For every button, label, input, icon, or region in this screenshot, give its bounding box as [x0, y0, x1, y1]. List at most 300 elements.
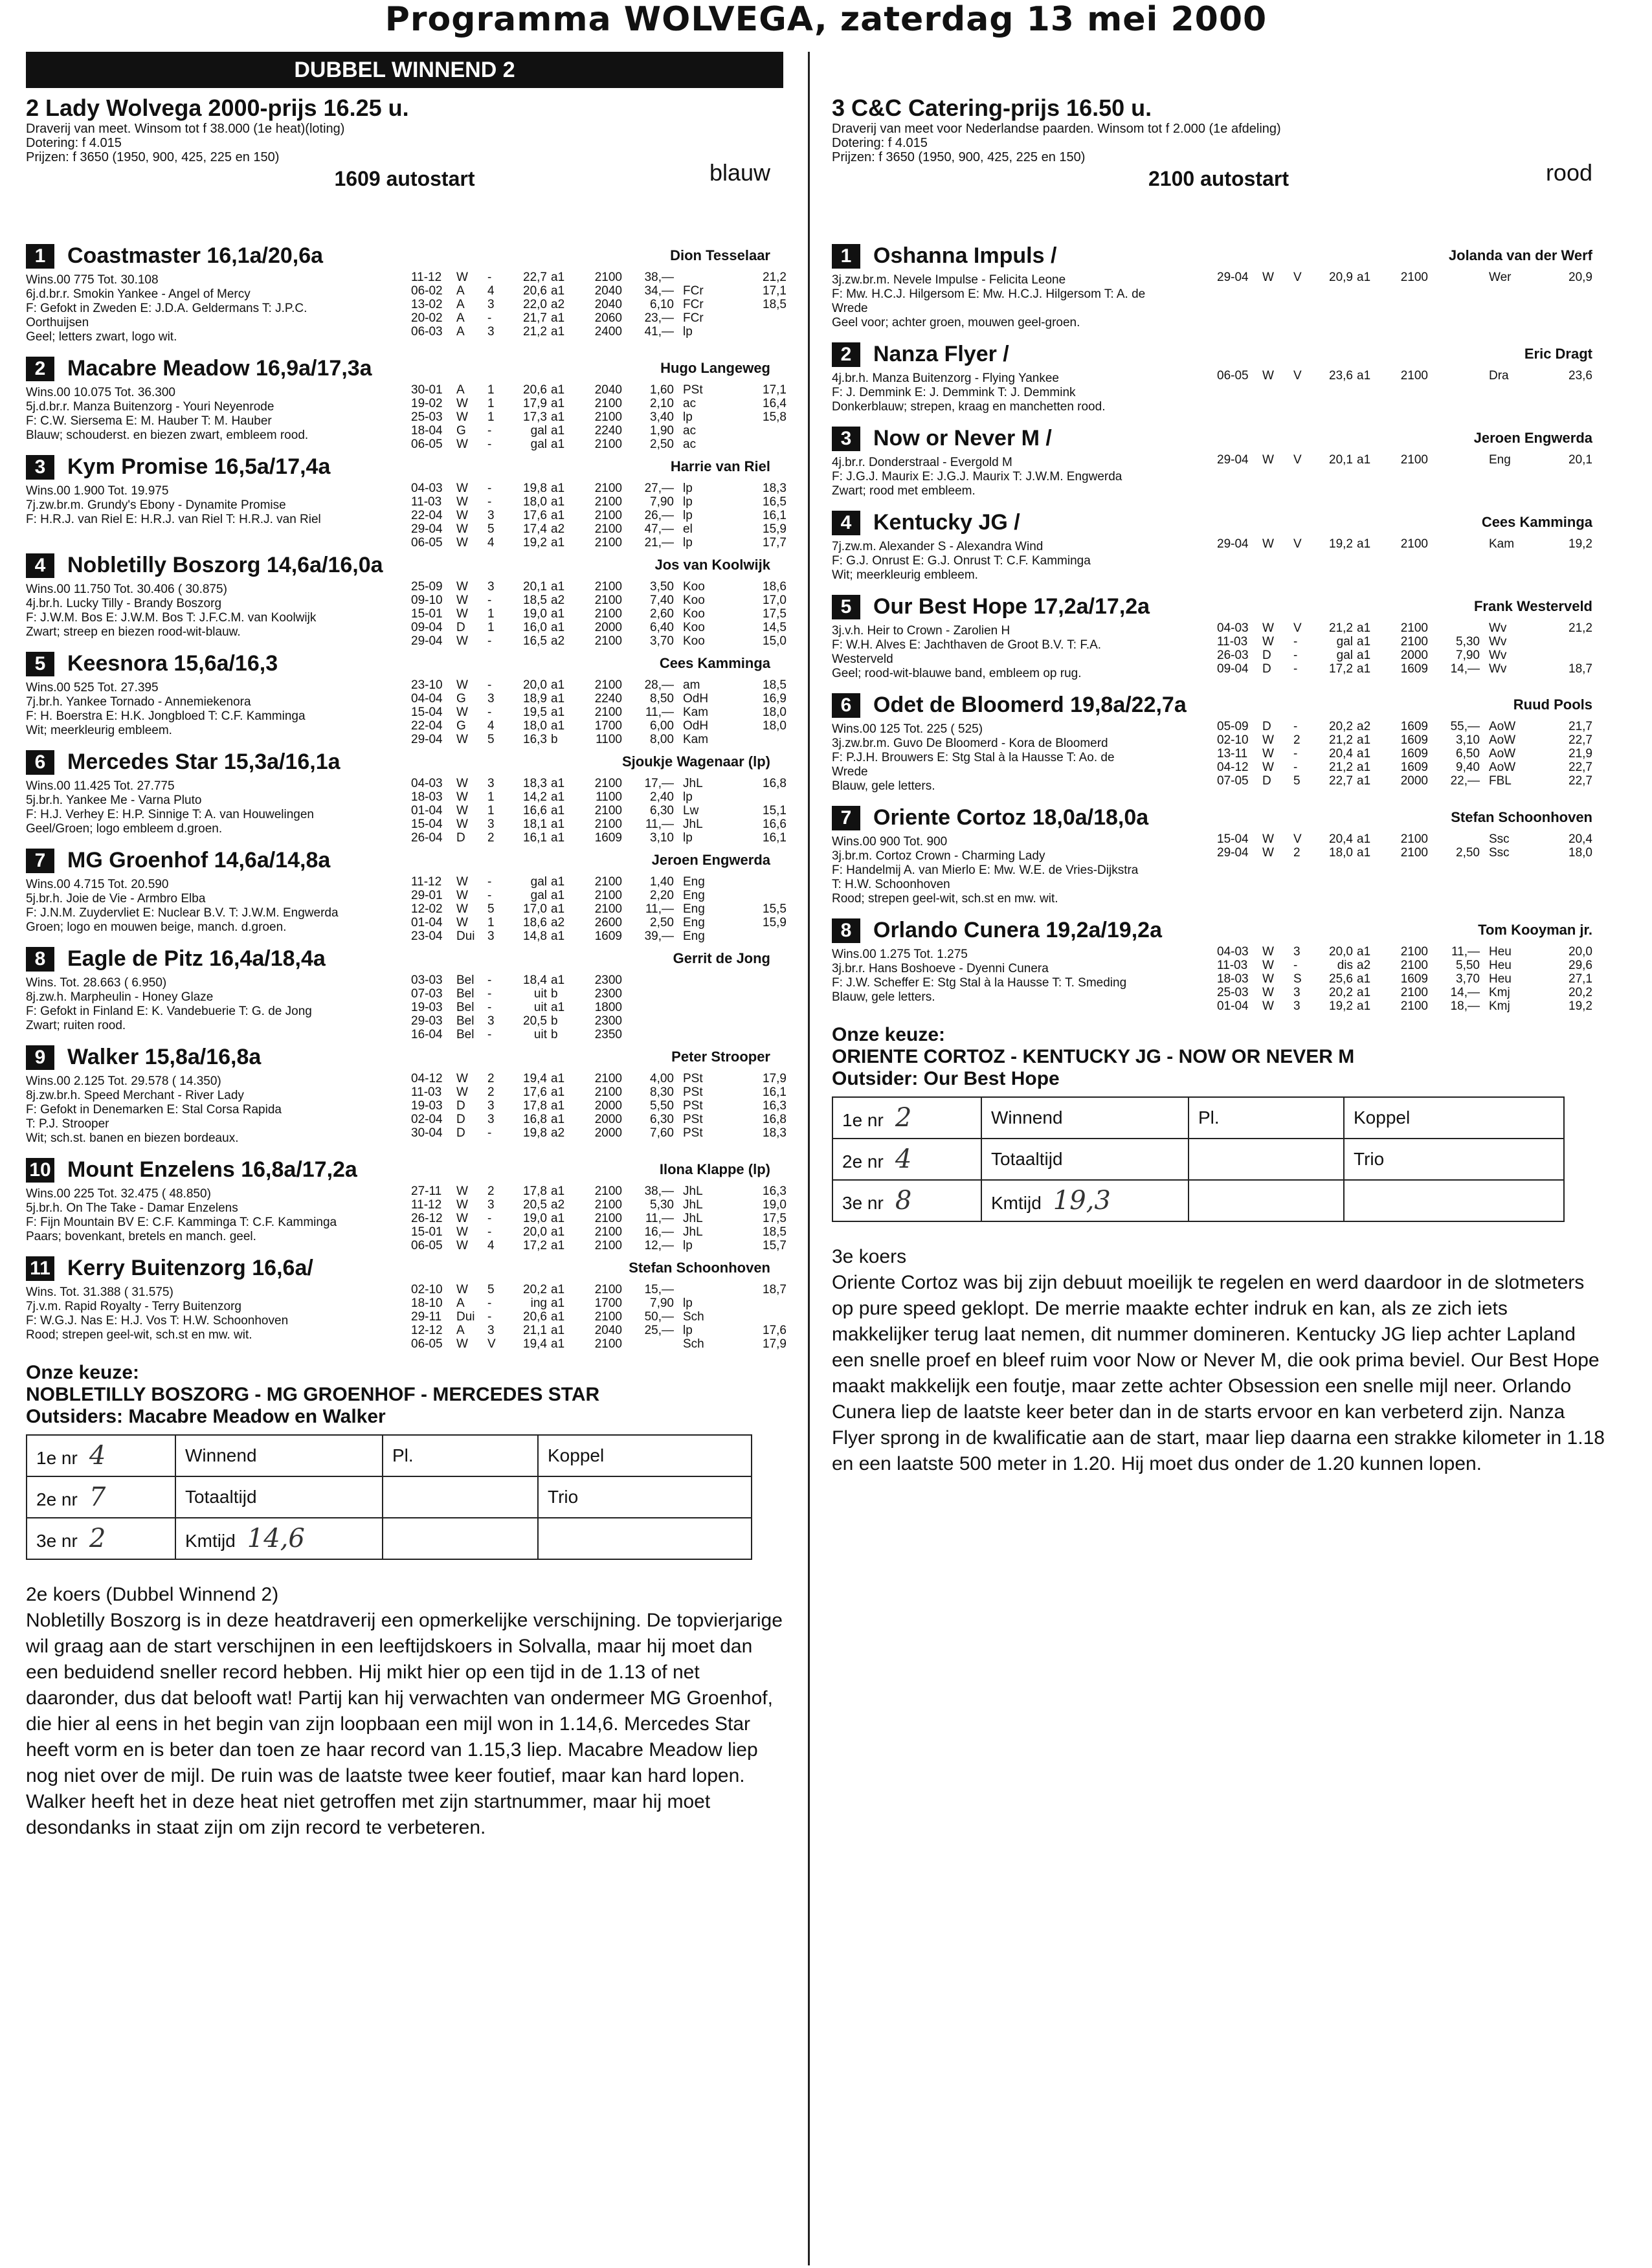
- history-cell: a1: [551, 889, 565, 902]
- history-cell: 2040: [594, 383, 622, 397]
- history-cell: Sch: [683, 1310, 704, 1324]
- history-cell: 3: [1293, 945, 1300, 959]
- history-cell: a1: [551, 1337, 565, 1351]
- history-cell: 5,30: [650, 1198, 674, 1212]
- history-cell: 2100: [594, 1337, 622, 1351]
- history-cell: AoW: [1489, 733, 1516, 747]
- history-cell: 23-10: [411, 678, 443, 692]
- horse-info-line: F: Handelmij A. van Mierlo E: Mw. W.E. de Vries-Dijkstra: [832, 863, 1139, 877]
- history-cell: 20-02: [411, 311, 443, 325]
- history-cell: 20,1: [1329, 453, 1353, 467]
- bet-cell: 1e nr 2: [832, 1097, 981, 1139]
- history-cell: 3: [487, 1113, 495, 1126]
- horse-name: MG Groenhof 14,6a/14,8a: [67, 848, 331, 873]
- race-title: 2 Lady Wolvega 2000-prijs 16.25 u.: [26, 94, 409, 121]
- history-cell: 2400: [594, 325, 622, 339]
- history-cell: D: [456, 831, 465, 845]
- history-cell: 1: [487, 621, 495, 634]
- history-cell: FBL: [1489, 774, 1512, 788]
- horse-info-line: Zwart; ruiten rood.: [26, 1019, 126, 1032]
- history-cell: 18-03: [1217, 972, 1249, 986]
- history-row: [1217, 972, 1592, 986]
- horse-info-line: Rood; strepen geel-wit, sch.st en mw. wit.: [832, 892, 1058, 906]
- history-cell: JhL: [683, 1212, 703, 1225]
- history-cell: 11-03: [1217, 959, 1248, 972]
- history-cell: 2: [487, 1184, 495, 1198]
- history-row: [411, 678, 787, 692]
- history-cell: 2100: [594, 1212, 622, 1225]
- horse-entry: [832, 693, 1605, 794]
- horse-name: Eagle de Pitz 16,4a/18,4a: [67, 946, 326, 971]
- bet-cell: 2e nr 4: [832, 1139, 981, 1180]
- horse-info-line: Wrede: [832, 765, 868, 779]
- history-cell: a1: [551, 482, 565, 495]
- history-cell: W: [1262, 761, 1274, 774]
- history-cell: a1: [551, 311, 565, 325]
- horse-name: Coastmaster 16,1a/20,6a: [67, 243, 324, 268]
- horse-info-line: Paars; bovenkant, bretels en manch. geel.: [26, 1230, 256, 1243]
- history-cell: 17,4: [523, 522, 547, 536]
- driver-name: Stefan Schoonhoven: [629, 1260, 770, 1276]
- history-cell: 1609: [1400, 972, 1428, 986]
- history-cell: 21,7: [523, 311, 547, 325]
- history-cell: -: [487, 1001, 492, 1014]
- horse-info: [832, 835, 1220, 906]
- horse-info-line: 3j.br.m. Cortoz Crown - Charming Lady: [832, 849, 1045, 863]
- history-cell: 05-09: [1217, 720, 1249, 733]
- horse-header: [832, 342, 1605, 372]
- history-cell: 06-05: [411, 1337, 443, 1351]
- history-row: [411, 875, 787, 889]
- history-row: [411, 916, 787, 929]
- history-cell: 4: [487, 719, 495, 733]
- history-cell: 15-04: [411, 706, 443, 719]
- history-cell: W: [456, 916, 468, 929]
- history-cell: 2100: [594, 509, 622, 522]
- history-cell: 01-04: [1217, 999, 1249, 1013]
- history-cell: 20,2: [1329, 720, 1353, 733]
- history-cell: 1,90: [650, 424, 674, 438]
- history-cell: 5: [487, 522, 495, 536]
- bet-cell: Pl.: [383, 1435, 538, 1476]
- history-row: [411, 284, 787, 298]
- history-row: [1217, 662, 1592, 676]
- history-cell: Ssc: [1489, 832, 1510, 846]
- history-cell: 16,8: [763, 1113, 787, 1126]
- horse-body: [26, 580, 787, 648]
- history-cell: W: [1262, 832, 1274, 846]
- history-cell: D: [1262, 774, 1271, 788]
- history-cell: 11,—: [1451, 945, 1480, 959]
- race-start: 1609 autostart: [334, 167, 475, 190]
- history-cell: 3,70: [650, 634, 674, 648]
- history-row: [411, 1014, 787, 1028]
- history-cell: FCr: [683, 311, 704, 325]
- history-cell: a1: [551, 1085, 565, 1099]
- history-cell: Koo: [683, 580, 705, 594]
- history-cell: W: [456, 397, 468, 410]
- start-number: 1: [26, 244, 54, 269]
- history-cell: -: [487, 271, 492, 284]
- history-cell: JhL: [683, 1184, 703, 1198]
- history-cell: W: [1262, 945, 1274, 959]
- horse-info-line: T: H.W. Schoonhoven: [832, 878, 950, 891]
- history-cell: 4: [487, 1239, 495, 1252]
- horse-info-line: F: W.H. Alves E: Jachthaven de Groot B.V. T: F.A.: [832, 638, 1102, 652]
- horse-info-line: 4j.br.h. Lucky Tilly - Brandy Boszorg: [26, 597, 222, 610]
- horse-body: [832, 537, 1605, 583]
- history-cell: 3: [487, 929, 495, 943]
- history-cell: 19,8: [523, 482, 547, 495]
- horse-info-line: F: Gefokt in Zweden E: J.D.A. Geldermans T: J.P.C.: [26, 302, 307, 315]
- history-cell: 8,50: [650, 692, 674, 706]
- horse-info-line: Wins.00 11.425 Tot. 27.775: [26, 779, 175, 793]
- driver-name: Ilona Klappe (lp): [659, 1161, 770, 1177]
- history-cell: 21,—: [644, 536, 674, 550]
- history-cell: ac: [683, 397, 697, 410]
- history-cell: 15,0: [763, 634, 787, 648]
- race-banner: DUBBEL WINNEND 2: [26, 52, 783, 88]
- history-cell: Wv: [1489, 621, 1507, 635]
- horse-info-line: Rood; strepen geel-wit, sch.st en mw. wit.: [26, 1328, 252, 1342]
- start-number: 11: [26, 1256, 54, 1281]
- driver-name: Jos van Koolwijk: [654, 557, 770, 573]
- bet-cell: 3e nr 8: [832, 1180, 981, 1221]
- history-cell: W: [456, 790, 468, 804]
- race-info-line: Dotering: f 4.015: [26, 136, 122, 150]
- horse-info-line: Blauw, gele letters.: [832, 779, 935, 793]
- history-cell: 15,8: [763, 410, 787, 424]
- history-cell: gal: [530, 889, 547, 902]
- history-cell: 1609: [594, 929, 622, 943]
- race-history: [411, 973, 787, 1041]
- history-cell: a1: [551, 831, 565, 845]
- history-cell: 1609: [1400, 733, 1428, 747]
- history-cell: 20,1: [523, 580, 547, 594]
- history-cell: a1: [1357, 761, 1371, 774]
- horse-info: [26, 1285, 414, 1342]
- history-cell: uit: [533, 987, 547, 1001]
- driver-name: Tom Kooyman jr.: [1478, 922, 1592, 938]
- history-cell: -: [487, 678, 492, 692]
- history-cell: 21,2: [1329, 733, 1353, 747]
- driver-name: Eric Dragt: [1524, 346, 1592, 362]
- history-cell: -: [487, 1296, 492, 1310]
- history-cell: 16,5: [763, 495, 787, 509]
- history-cell: 20,9: [1568, 271, 1592, 284]
- history-cell: gal: [530, 438, 547, 451]
- horse-entry: [832, 594, 1605, 681]
- horse-info-line: 3j.br.r. Hans Boshoeve - Dyenni Cunera: [832, 962, 1049, 975]
- history-row: [411, 719, 787, 733]
- history-cell: 3: [487, 777, 495, 790]
- history-cell: 21,2: [1329, 761, 1353, 774]
- race-history: [1217, 832, 1592, 860]
- history-cell: 25,—: [644, 1324, 674, 1337]
- history-cell: W: [456, 438, 468, 451]
- history-cell: 07-03: [411, 987, 443, 1001]
- history-cell: lp: [683, 790, 693, 804]
- history-row: [411, 594, 787, 607]
- history-row: [411, 495, 787, 509]
- history-cell: 16,3: [763, 1099, 787, 1113]
- history-cell: 16,3: [763, 1184, 787, 1198]
- history-row: [411, 1113, 787, 1126]
- horse-info-line: 7j.zw.br.m. Grundy's Ebony - Dynamite Promise: [26, 498, 286, 512]
- history-cell: 2100: [1400, 999, 1428, 1013]
- history-cell: W: [456, 271, 468, 284]
- history-cell: a2: [1357, 720, 1371, 733]
- history-row: [411, 397, 787, 410]
- history-cell: 3: [1293, 999, 1300, 1013]
- history-cell: JhL: [683, 1225, 703, 1239]
- history-cell: 11,—: [645, 706, 674, 719]
- history-cell: Eng: [683, 889, 705, 902]
- history-cell: W: [456, 678, 468, 692]
- history-cell: A: [456, 1296, 465, 1310]
- race-history: [411, 271, 787, 339]
- history-row: [411, 929, 787, 943]
- history-cell: 12,—: [644, 1239, 674, 1252]
- horse-entry: [26, 1256, 787, 1351]
- history-cell: D: [1262, 720, 1271, 733]
- history-cell: 09-10: [411, 594, 443, 607]
- race-history: [411, 678, 787, 746]
- history-cell: V: [1293, 369, 1302, 383]
- history-row: [1217, 846, 1592, 860]
- history-cell: ac: [683, 424, 697, 438]
- start-number: 8: [832, 918, 860, 943]
- horse-info: [26, 583, 414, 639]
- horse-header: [26, 651, 783, 681]
- history-cell: 17,0: [763, 594, 787, 607]
- history-cell: 2300: [594, 1014, 622, 1028]
- history-cell: 18,5: [523, 594, 547, 607]
- history-cell: 29,6: [1568, 959, 1592, 972]
- history-cell: 7,90: [650, 495, 674, 509]
- history-cell: W: [456, 1198, 468, 1212]
- race-start: 2100 autostart: [1148, 167, 1289, 190]
- history-cell: lp: [683, 509, 693, 522]
- history-cell: W: [456, 1184, 468, 1198]
- history-cell: 3,50: [650, 580, 674, 594]
- history-row: [411, 790, 787, 804]
- history-cell: 1609: [1400, 747, 1428, 761]
- history-cell: W: [456, 817, 468, 831]
- history-cell: 16,3: [523, 733, 547, 746]
- horse-info-line: Wins. Tot. 28.663 ( 6.950): [26, 976, 167, 990]
- history-cell: 2100: [594, 594, 622, 607]
- history-cell: Wv: [1489, 649, 1507, 662]
- start-number: 3: [832, 427, 860, 451]
- history-cell: W: [456, 580, 468, 594]
- history-row: [411, 1001, 787, 1014]
- history-cell: 3: [487, 817, 495, 831]
- history-cell: 14,—: [1450, 662, 1480, 676]
- history-cell: 2000: [1400, 774, 1428, 788]
- start-number: 5: [26, 652, 54, 676]
- history-cell: 1: [487, 790, 495, 804]
- history-row: [411, 1085, 787, 1099]
- history-cell: 17,9: [523, 397, 547, 410]
- history-cell: 25,6: [1329, 972, 1353, 986]
- horse-info-line: Blauw; schouderst. en biezen zwart, embleem rood.: [26, 428, 309, 442]
- horse-info-line: F: H.R.J. van Riel E: H.R.J. van Riel T: H.R.J. van Riel: [26, 513, 321, 526]
- history-cell: 02-04: [411, 1113, 443, 1126]
- horse-entry: [26, 750, 787, 845]
- commentary-body: Oriente Cortoz was bij zijn debuut moeilijk te regelen en werd daardoor in de slotmeters op pure speed geklopt. De merrie maakte echter indruk en kan, als ze zich iets makkelijker terug laat nemen, dit nummer domineren. Kentucky JG liep achter Lapland een snelle proef en bleef ruim voor Now or Never M, die ook prima beviel. Our Best Hope maakt makkelijk een foutje, maar zette achter Obsession een snelle mijl neer. Orlando Cunera liep de laatste keer beter dan in de starts ervoor en kan verbeterd zijn. Nanza Flyer sprong in de kwalificatie aan de start, maar liep daarna een strakke kilometer in 1.18 en een laatste 500 meter in 1.20. Hij moet dus onder de 1.20 kunnen lopen.: [832, 1272, 1605, 1474]
- history-cell: W: [1262, 846, 1274, 860]
- history-cell: 22,0: [523, 298, 547, 311]
- history-cell: OdH: [683, 692, 709, 706]
- history-cell: a1: [551, 1113, 565, 1126]
- history-cell: 03-03: [411, 973, 443, 987]
- history-cell: W: [456, 1337, 468, 1351]
- history-cell: gal: [1336, 649, 1353, 662]
- history-cell: 14,2: [523, 790, 547, 804]
- horse-info-line: 4j.br.h. Manza Buitenzorg - Flying Yankee: [832, 372, 1059, 385]
- horse-body: [26, 777, 787, 845]
- horse-info-line: F: Fijn Mountain BV E: C.F. Kamminga T: C.F. Kamminga: [26, 1216, 337, 1229]
- horse-info: [26, 273, 414, 344]
- history-cell: V: [1293, 453, 1302, 467]
- race-info: [832, 122, 1605, 164]
- race-title: 3 C&C Catering-prijs 16.50 u.: [832, 94, 1152, 121]
- horse-info: [26, 386, 414, 443]
- bet-cell: [538, 1518, 752, 1559]
- horse-body: [832, 369, 1605, 414]
- horse-body: [26, 271, 787, 344]
- horse-info-line: Wit; meerkleurig embleem.: [26, 724, 172, 737]
- history-cell: 2100: [594, 678, 622, 692]
- history-cell: 5: [487, 1283, 495, 1296]
- history-cell: a1: [551, 383, 565, 397]
- history-cell: a1: [551, 495, 565, 509]
- horse-info: [832, 456, 1220, 498]
- horse-info: [26, 484, 414, 541]
- horse-info-line: Oorthuijsen: [26, 316, 89, 329]
- race-history: [411, 1184, 787, 1252]
- horse-entry: [832, 805, 1605, 906]
- history-cell: Kmj: [1489, 986, 1510, 999]
- history-cell: 04-03: [411, 482, 443, 495]
- history-cell: 22,—: [1450, 774, 1480, 788]
- horse-info-line: F: J. Demmink E: J. Demmink T: J. Demmink: [832, 386, 1076, 399]
- history-cell: 01-04: [411, 916, 443, 929]
- history-cell: 15,—: [644, 1283, 674, 1296]
- history-cell: 16,0: [523, 621, 547, 634]
- race-history: [411, 482, 787, 550]
- history-cell: 29-04: [1217, 271, 1249, 284]
- history-cell: a1: [551, 1212, 565, 1225]
- bet-cell: Trio: [1344, 1139, 1564, 1180]
- history-cell: 19,0: [523, 607, 547, 621]
- history-cell: S: [1293, 972, 1302, 986]
- pick-label: Onze keuze:: [832, 1024, 946, 1045]
- history-cell: 1609: [594, 831, 622, 845]
- history-cell: Lw: [683, 804, 699, 817]
- history-cell: 2100: [1400, 271, 1428, 284]
- horse-name: Mercedes Star 15,3a/16,1a: [67, 750, 340, 774]
- history-cell: PSt: [683, 1113, 703, 1126]
- horse-body: [832, 453, 1605, 498]
- history-cell: 2100: [594, 438, 622, 451]
- history-row: [411, 831, 787, 845]
- history-cell: b: [551, 987, 558, 1001]
- history-cell: a1: [1357, 733, 1371, 747]
- history-cell: 41,—: [644, 325, 674, 339]
- horse-entry: [26, 651, 787, 746]
- history-cell: 2100: [1400, 369, 1428, 383]
- history-cell: a1: [1357, 271, 1371, 284]
- history-cell: A: [456, 325, 465, 339]
- history-cell: PSt: [683, 1072, 703, 1085]
- history-cell: a1: [551, 607, 565, 621]
- history-cell: gal: [1336, 635, 1353, 649]
- bet-cell: Totaaltijd: [175, 1476, 383, 1518]
- history-cell: -: [487, 1310, 492, 1324]
- horse-entry: [26, 848, 787, 943]
- horse-body: [832, 722, 1605, 794]
- history-row: [411, 1212, 787, 1225]
- history-cell: 21,7: [1568, 720, 1592, 733]
- history-cell: 20,6: [523, 284, 547, 298]
- horse-info-line: Donkerblauw; strepen, kraag en manchetten rood.: [832, 400, 1106, 414]
- driver-name: Peter Strooper: [671, 1049, 770, 1065]
- bet-cell: 3e nr 2: [27, 1518, 175, 1559]
- history-cell: Heu: [1489, 945, 1512, 959]
- history-cell: 29-04: [411, 733, 443, 746]
- horse-header: [26, 454, 783, 484]
- history-cell: A: [456, 298, 465, 311]
- history-cell: 1,40: [650, 875, 674, 889]
- history-cell: 2,20: [650, 889, 674, 902]
- history-cell: a1: [551, 536, 565, 550]
- race-history: [411, 875, 787, 943]
- history-cell: 38,—: [644, 1184, 674, 1198]
- horse-info-line: Blauw, gele letters.: [832, 990, 935, 1004]
- history-cell: 30-04: [411, 1126, 443, 1140]
- history-cell: 2100: [594, 607, 622, 621]
- bet-cell: Koppel: [538, 1435, 752, 1476]
- horse-info-line: Geel voor; achter groen, mouwen geel-groen.: [832, 316, 1080, 329]
- history-row: [1217, 720, 1592, 733]
- history-row: [411, 1072, 787, 1085]
- history-cell: 19,2: [1329, 999, 1353, 1013]
- history-cell: 20,2: [1568, 986, 1592, 999]
- horse-info-line: Wins.00 525 Tot. 27.395: [26, 681, 159, 695]
- horse-info-line: 7j.br.h. Yankee Tornado - Annemiekenora: [26, 695, 251, 709]
- bet-table: [832, 1096, 1565, 1222]
- history-cell: a1: [551, 397, 565, 410]
- horse-name: Now or Never M /: [873, 426, 1052, 450]
- history-cell: a1: [1357, 635, 1371, 649]
- history-cell: V: [1293, 271, 1302, 284]
- history-cell: 38,—: [644, 271, 674, 284]
- history-cell: 27,—: [644, 482, 674, 495]
- history-cell: Koo: [683, 621, 705, 634]
- start-number: 5: [832, 595, 860, 619]
- history-cell: 3: [487, 509, 495, 522]
- horse-info-line: Wins.00 225 Tot. 32.475 ( 48.850): [26, 1187, 211, 1201]
- left-column: [26, 52, 787, 2259]
- race-history: [411, 777, 787, 845]
- history-cell: Sch: [683, 1337, 704, 1351]
- history-cell: el: [683, 522, 693, 536]
- history-cell: W: [456, 634, 468, 648]
- start-number: 2: [26, 357, 54, 381]
- history-cell: a2: [551, 634, 565, 648]
